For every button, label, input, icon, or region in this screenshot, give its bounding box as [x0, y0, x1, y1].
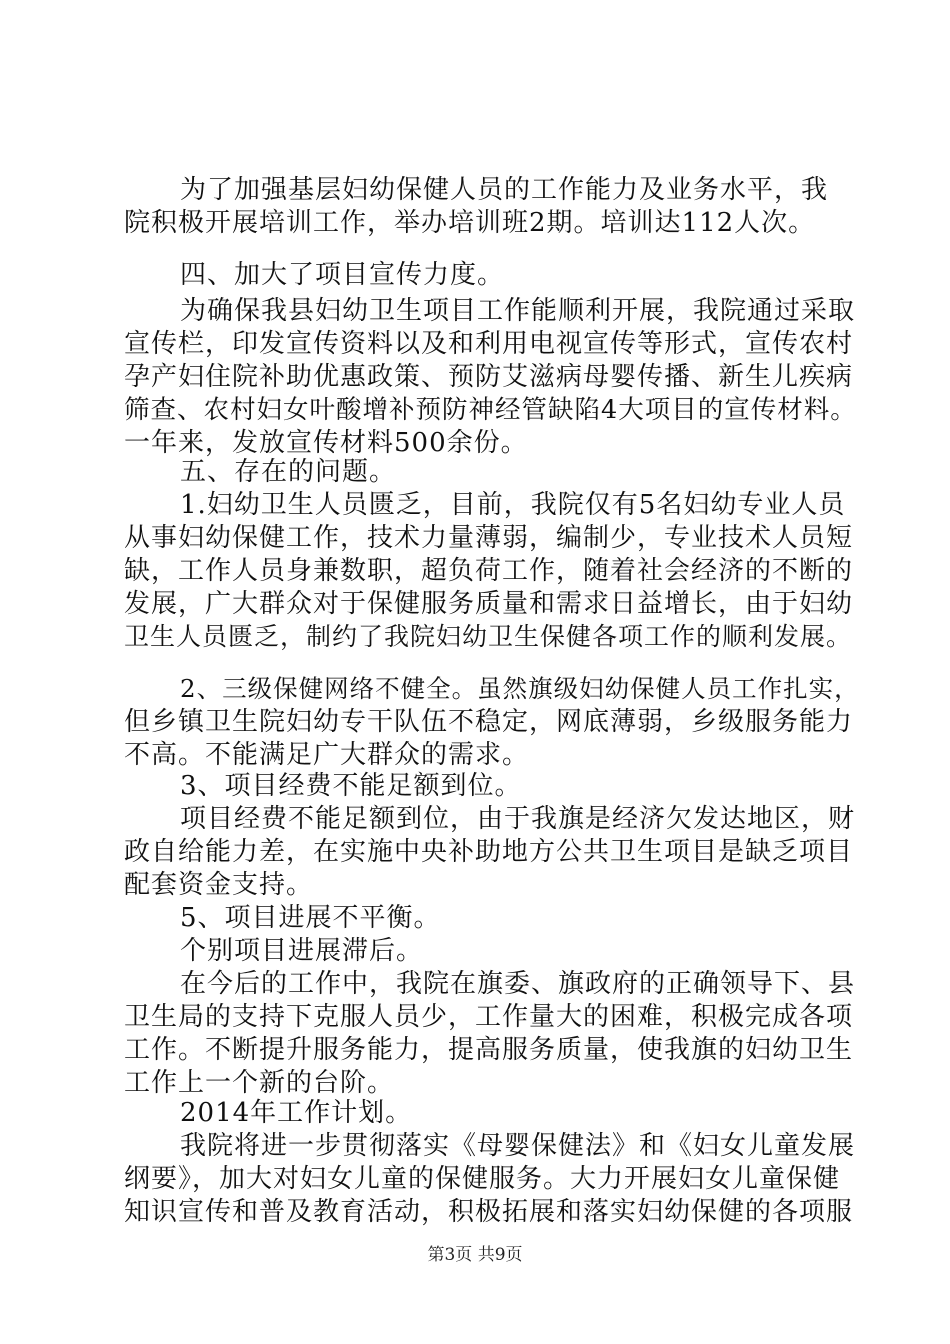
paragraph-line: 2、三级保健网络不健全。虽然旗级妇幼保健人员工作扎实， — [180, 674, 860, 703]
paragraph-line: 在今后的工作中，我院在旗委、旗政府的正确领导下、县 — [180, 969, 856, 999]
paragraph-line: 筛查、农村妇女叶酸增补预防神经管缺陷4大项目的宣传材料。 — [124, 395, 857, 425]
paragraph-line: 工作。不断提升服务能力，提高服务质量，使我旗的妇幼卫生 — [124, 1035, 854, 1065]
paragraph-line: 配套资金支持。 — [124, 870, 314, 900]
paragraph-line: 从事妇幼保健工作，技术力量薄弱，编制少，专业技术人员短 — [124, 523, 854, 553]
paragraph-line: 院积极开展培训工作，举办培训班2期。培训达112人次。 — [124, 208, 816, 238]
section-heading: 四、加大了项目宣传力度。 — [180, 260, 505, 290]
paragraph-line: 宣传栏，印发宣传资料以及和利用电视宣传等形式，宣传农村 — [124, 329, 854, 359]
section-heading: 3、项目经费不能足额到位。 — [180, 771, 522, 801]
paragraph-line: 知识宣传和普及教育活动，积极拓展和落实妇幼保健的各项服 — [124, 1197, 854, 1227]
page-number: 第3页 共9页 — [427, 1245, 523, 1265]
paragraph-line: 1.妇幼卫生人员匮乏，目前，我院仅有5名妇幼专业人员 — [180, 490, 846, 520]
paragraph-line: 卫生局的支持下克服人员少，工作量大的困难，积极完成各项 — [124, 1002, 854, 1032]
paragraph-line: 但乡镇卫生院妇幼专干队伍不稳定，网底薄弱，乡级服务能力 — [124, 707, 854, 737]
paragraph-line: 卫生人员匮乏，制约了我院妇幼卫生保健各项工作的顺利发展。 — [124, 622, 853, 651]
section-heading: 5、项目进展不平衡。 — [180, 903, 441, 933]
paragraph-line: 缺，工作人员身兼数职，超负荷工作，随着社会经济的不断的 — [124, 556, 854, 586]
paragraph-line: 政自给能力差，在实施中央补助地方公共卫生项目是缺乏项目 — [124, 837, 854, 867]
paragraph-line: 工作上一个新的台阶。 — [124, 1068, 395, 1098]
paragraph-line: 我院将进一步贯彻落实《母婴保健法》和《妇女儿童发展 — [180, 1131, 856, 1161]
paragraph-line: 为了加强基层妇幼保健人员的工作能力及业务水平，我 — [180, 175, 829, 205]
paragraph-line: 纲要》，加大对妇女儿童的保健服务。大力开展妇女儿童保健 — [124, 1164, 841, 1194]
paragraph-line: 项目经费不能足额到位，由于我旗是经济欠发达地区，财 — [180, 804, 856, 834]
section-heading: 2014年工作计划。 — [180, 1098, 413, 1128]
paragraph-line: 孕产妇住院补助优惠政策、预防艾滋病母婴传播、新生儿疾病 — [124, 362, 854, 392]
paragraph-line: 发展，广大群众对于保健服务质量和需求日益增长，由于妇幼 — [124, 589, 854, 619]
paragraph-line: 一年来，发放宣传材料500余份。 — [124, 428, 528, 458]
paragraph-line: 不高。不能满足广大群众的需求。 — [124, 740, 530, 770]
section-heading: 五、存在的问题。 — [180, 457, 397, 487]
paragraph-line: 个别项目进展滞后。 — [180, 936, 424, 966]
paragraph-line: 为确保我县妇幼卫生项目工作能顺利开展，我院通过采取 — [180, 296, 856, 326]
